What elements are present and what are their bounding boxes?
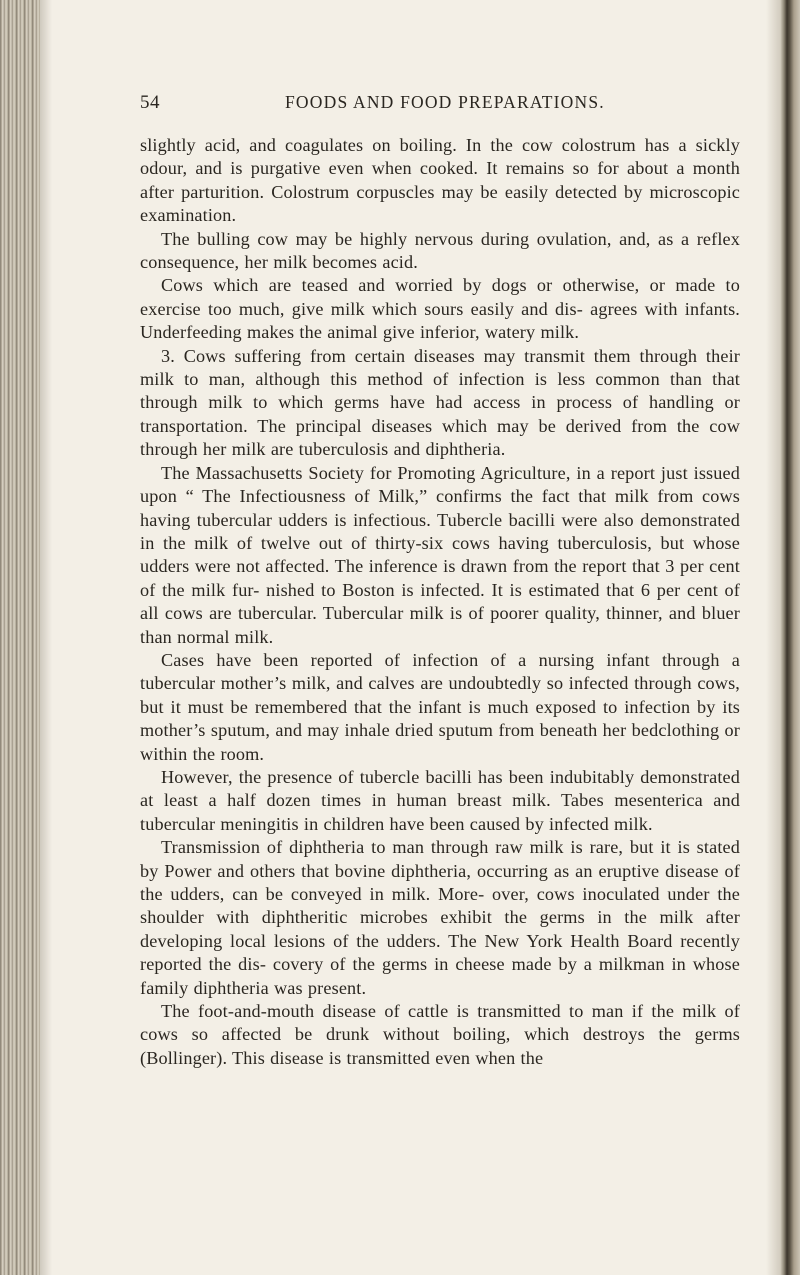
paragraph-2: The bulling cow may be highly nervous during ovulation, and, as a reflex consequence, her milk becomes acid. bbox=[140, 228, 740, 273]
paragraph-7: However, the presence of tubercle bacilli has been indubitably demonstrated at least a half dozen times in human breast milk. Tabes mesenterica and tubercular meningitis in children have been caused by infected milk. bbox=[140, 766, 740, 834]
paragraph-4: 3. Cows suffering from certain diseases may transmit them through their milk to man, although this method of infection is less common than that through milk to which germs have had access in process of handling or transportation. The principal diseases which may be derived from the cow through her milk are tuberculosis and diphtheria. bbox=[140, 345, 740, 460]
running-head: FOODS AND FOOD PREPARATIONS. bbox=[285, 92, 605, 112]
paragraph-5: The Massachusetts Society for Promoting Agriculture, in a report just issued upon “ The Infectiousness of Milk,” confirms the fact that milk from cows having tubercular udders is infectious. Tubercle bacilli were also demonstrated in the milk of twelve out of thirty-six cows having tuberculosis, but whose udders were not affected. The inference is drawn from the report that 3 per cent of the milk fur- nished to Boston is infected. It is estimated that 6 per cent of all cows are tubercular. Tubercular milk is of poorer quality, thinner, and bluer than normal milk. bbox=[140, 462, 740, 647]
paragraph-6: Cases have been reported of infection of a nursing infant through a tubercular mother’s milk, and calves are undoubtedly so infected through cows, but it must be remembered that the infant is much exposed to infection by its mother’s sputum, and may inhale dried sputum from beneath her bedclothing or within the room. bbox=[140, 649, 740, 764]
book-gutter-edge bbox=[0, 0, 40, 1275]
body-text bbox=[140, 134, 740, 1070]
page-number: 54 bbox=[140, 92, 160, 113]
page-header bbox=[140, 92, 740, 122]
paragraph-1: slightly acid, and coagulates on boiling. In the cow colostrum has a sickly odour, and is purgative even when cooked. It remains so for about a month after parturition. Colostrum corpuscles may be easily detected by microscopic examination. bbox=[140, 135, 740, 226]
paragraph-9: The foot-and-mouth disease of cattle is transmitted to man if the milk of cows so affected be drunk without boiling, which destroys the germs (Bollinger). This disease is transmitted even when the bbox=[140, 1001, 740, 1068]
page-fore-edge bbox=[780, 0, 800, 1275]
paragraph-8: Transmission of diphtheria to man through raw milk is rare, but it is stated by Power and others that bovine diphtheria, occurring as an eruptive disease of the udders, can be conveyed in milk. More- over, cows inoculated under the shoulder with diphtheritic microbes exhibit the germs in the milk after developing local lesions of the udders. The New York Health Board recently reported the dis- covery of the germs in cheese made by a milkman in whose family diphtheria was present. bbox=[140, 837, 740, 998]
paragraph-3: Cows which are teased and worried by dogs or otherwise, or made to exercise too much, give milk which sours easily and dis- agrees with infants. Underfeeding makes the animal give inferior, watery milk. bbox=[140, 275, 740, 343]
